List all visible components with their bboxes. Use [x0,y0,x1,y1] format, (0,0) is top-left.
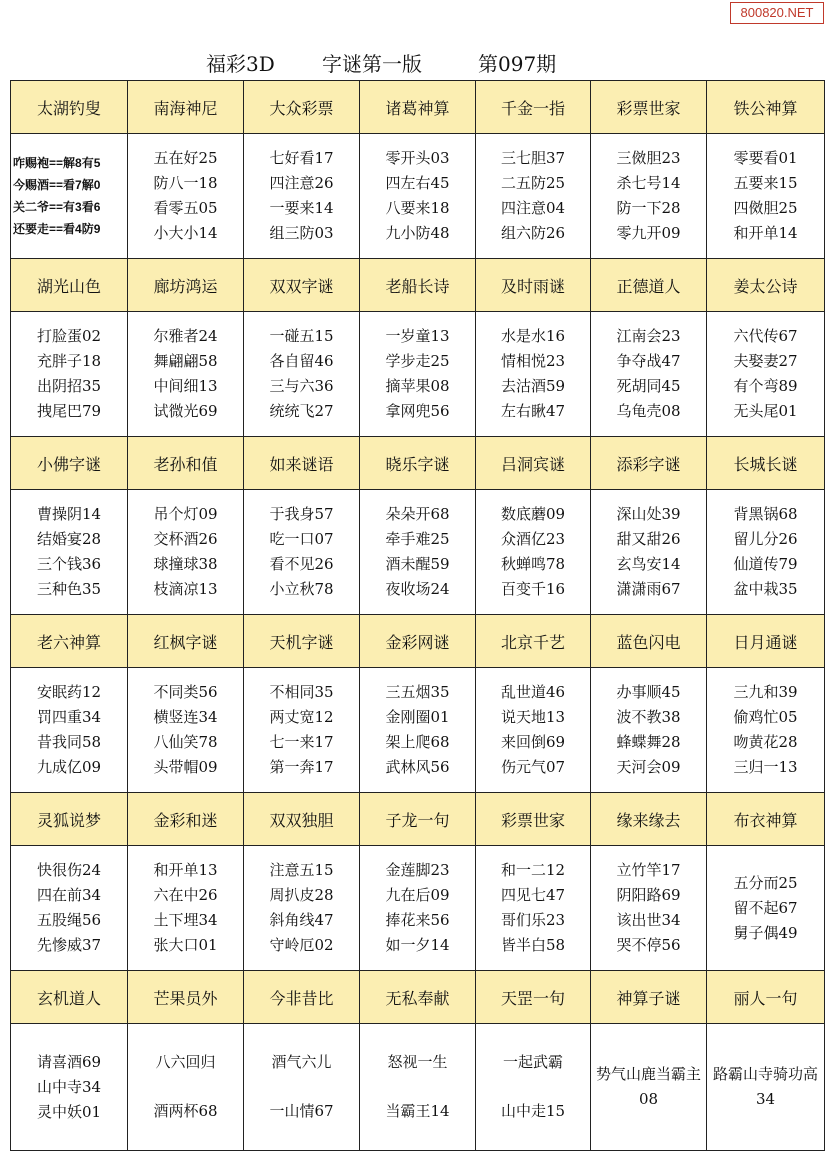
riddle-line: 乱世道46 [500,683,566,701]
riddle-line: 朵朵开68 [385,505,450,523]
title-lottery: 福彩3D [206,52,275,76]
riddle-cell [11,846,128,971]
riddle-cell [128,1024,244,1151]
expert-name-cell: 诸葛神算 [360,81,476,134]
expert-name-cell: 长城长谜 [707,437,825,490]
riddle-row [11,490,825,615]
riddle-line: 乌龟壳08 [616,402,681,420]
riddle-line: 架上爬68 [385,733,450,751]
riddle-line: 和开单13 [153,861,218,879]
riddle-line: 天河会09 [616,758,681,776]
riddle-line: 牵手难25 [385,530,450,548]
header-row [11,81,825,134]
riddle-line: 吻黄花28 [733,733,798,751]
riddle-line: 看零五05 [153,199,218,217]
riddle-line: 秋蝉鸣78 [500,555,566,573]
riddle-line: 先惨威37 [36,936,102,954]
header-row [11,971,825,1024]
riddle-line: 三种色35 [36,580,102,598]
expert-name-cell: 布衣神算 [707,793,825,846]
riddle-line: 该出世34 [616,911,681,929]
riddle-line: 金刚圈01 [385,708,450,726]
expert-name-cell: 北京千艺 [476,615,591,668]
riddle-line: 七一来17 [269,733,334,751]
riddle-line: 背黑锅68 [733,505,798,523]
riddle-row [11,312,825,437]
expert-name-cell: 天罡一句 [476,971,591,1024]
riddle-line: 头带帽09 [153,758,218,776]
riddle-line: 情相悦23 [500,352,566,370]
riddle-line: 有个弯89 [733,377,798,395]
riddle-line: 酒气六儿 [271,1053,332,1071]
expert-name-cell: 红枫字谜 [128,615,244,668]
header-row [11,437,825,490]
riddle-line: 八要来18 [385,199,450,217]
expert-name-cell: 太湖钓叟 [11,81,128,134]
expert-name-cell: 老孙和值 [128,437,244,490]
riddle-line: 防八一18 [153,174,218,192]
riddle-cell [707,134,825,259]
riddle-line: 三与六36 [269,377,334,395]
riddle-line: 不相同35 [269,683,334,701]
riddle-line: 舞翩翩58 [153,352,218,370]
riddle-line: 办事顺45 [616,683,681,701]
riddle-line: 两丈宽12 [269,708,334,726]
riddle-line: 交杯酒26 [153,530,218,548]
riddle-line: 八仙笑78 [153,733,218,751]
riddle-line: 山中寺34 [36,1077,102,1096]
riddle-line: 舅子偶49 [733,923,798,942]
riddle-line: 当霸王14 [385,1102,450,1120]
riddle-line: 张大口01 [153,936,218,954]
riddle-line: 金莲脚23 [385,861,450,879]
riddle-line: 来回倒69 [500,733,566,751]
expert-name-cell: 彩票世家 [591,81,707,134]
expert-name-cell: 双双字谜 [244,259,360,312]
header-row [11,259,825,312]
riddle-line: 零要看01 [733,149,798,167]
riddle-cell [591,668,707,793]
title-name: 字谜第一版 [322,52,422,76]
riddle-line: 一碰五15 [269,327,334,345]
riddle-line: 五分而25 [733,873,798,892]
riddle-line: 潇潇雨67 [616,580,681,598]
riddle-line: 还要走==看4防9 [13,222,101,236]
riddle-line: 四注意26 [269,174,334,192]
expert-name-cell: 老船长诗 [360,259,476,312]
expert-name-cell: 千金一指 [476,81,591,134]
riddle-line: 今赐酒==看7解0 [13,178,101,192]
riddle-line: 三九和39 [733,683,798,701]
riddle-line: 三五烟35 [385,683,450,701]
expert-name-cell: 丽人一句 [707,971,825,1024]
expert-name-cell: 日月通谜 [707,615,825,668]
riddle-line: 深山处39 [616,505,681,523]
riddle-line: 水是水16 [500,327,566,345]
riddle-line: 防一下28 [616,199,681,217]
riddle-line: 四注意04 [500,199,566,217]
riddle-cell [707,668,825,793]
riddle-line: 充胖子18 [36,352,102,370]
expert-name-cell: 双双独胆 [244,793,360,846]
riddle-cell [128,668,244,793]
expert-name-cell: 灵狐说梦 [11,793,128,846]
riddle-line: 结婚宴28 [36,530,102,548]
riddle-line: 摘苹果08 [385,377,450,395]
riddle-line: 夫娶妻27 [733,352,798,370]
riddle-line: 势气山鹿当霸主08 [595,1065,701,1108]
riddle-line: 四在前34 [36,886,102,904]
riddle-cell [128,312,244,437]
expert-name-cell: 老六神算 [11,615,128,668]
riddle-cell [707,846,825,971]
riddle-cell [360,312,476,437]
riddle-line: 试微光69 [153,402,218,420]
riddle-line: 无头尾01 [733,402,798,420]
riddle-line: 关二爷==有3看6 [13,200,101,214]
riddle-line: 争夺战47 [616,352,681,370]
riddle-line: 三归一13 [733,758,798,776]
expert-name-cell: 缘来缘去 [591,793,707,846]
riddle-cell [476,134,591,259]
riddle-line: 数底蘑09 [500,505,566,523]
expert-name-cell: 蓝色闪电 [591,615,707,668]
riddle-line: 守岭厄02 [269,936,334,954]
riddle-line: 出阴招35 [36,377,102,395]
riddle-line: 拿网兜56 [385,402,450,420]
riddle-line: 杀七号14 [616,174,681,192]
riddle-line: 拽尾巴79 [36,402,102,420]
riddle-line: 组六防26 [500,224,566,242]
riddle-line: 学步走25 [385,352,450,370]
riddle-line: 说天地13 [500,708,566,726]
riddle-line: 枝滴凉13 [153,580,218,598]
riddle-line: 尔雅者24 [153,327,218,345]
riddle-line: 小立秋78 [269,580,334,598]
riddle-cell [476,1024,591,1151]
riddle-line: 武林风56 [385,758,450,776]
riddle-line: 仙道传79 [733,555,798,573]
riddle-cell [360,846,476,971]
expert-name-cell: 今非昔比 [244,971,360,1024]
riddle-line: 四左右45 [385,174,450,192]
riddle-line: 五要来15 [733,174,798,192]
riddle-line: 于我身57 [269,505,334,523]
riddle-line: 五股绳56 [36,911,102,929]
riddle-cell [591,1024,707,1151]
expert-name-cell: 正德道人 [591,259,707,312]
riddle-line: 怒视一生 [387,1053,448,1071]
expert-name-cell: 金彩网谜 [360,615,476,668]
riddle-line: 一要来14 [269,199,334,217]
expert-name-cell: 廊坊鸿运 [128,259,244,312]
riddle-row [11,134,825,259]
riddle-row [11,668,825,793]
riddle-line: 九小防48 [385,224,450,242]
riddle-line: 一山情67 [269,1102,334,1120]
riddle-line: 江南会23 [616,327,681,345]
riddle-line: 盆中栽35 [733,580,798,598]
riddle-cell [11,1024,128,1151]
riddle-line: 六代传67 [733,327,798,345]
riddle-line: 偷鸡忙05 [733,708,798,726]
riddle-table-body [11,81,825,1151]
riddle-line: 一岁童13 [385,327,450,345]
riddle-line: 灵中妖01 [36,1102,102,1121]
expert-name-cell: 大众彩票 [244,81,360,134]
riddle-line: 八六回归 [155,1053,216,1071]
riddle-cell [244,1024,360,1151]
riddle-line: 横竖连34 [153,708,218,726]
riddle-cell [360,668,476,793]
page-title [0,48,827,74]
expert-name-cell: 金彩和迷 [128,793,244,846]
riddle-cell [128,134,244,259]
expert-name-cell: 吕洞宾谜 [476,437,591,490]
riddle-line: 安眠药12 [36,683,102,701]
riddle-line: 各自留46 [269,352,334,370]
riddle-cell [244,312,360,437]
riddle-line: 留不起67 [733,898,798,917]
riddle-cell [591,134,707,259]
expert-name-cell: 天机字谜 [244,615,360,668]
expert-name-cell: 姜太公诗 [707,259,825,312]
riddle-cell [128,846,244,971]
riddle-line: 留儿分26 [733,530,798,548]
riddle-cell [244,490,360,615]
header-row [11,615,825,668]
expert-name-cell: 子龙一句 [360,793,476,846]
riddle-cell [476,490,591,615]
riddle-line: 三七胆37 [500,149,566,167]
riddle-cell [11,312,128,437]
riddle-cell [11,134,128,259]
riddle-line: 曹操阴14 [36,505,102,523]
riddle-line: 一起武霸 [502,1053,563,1071]
riddle-row [11,846,825,971]
riddle-line: 甜又甜26 [616,530,681,548]
riddle-line: 酒两杯68 [153,1102,218,1120]
riddle-line: 七好看17 [269,149,334,167]
riddle-cell [476,312,591,437]
riddle-line: 罚四重34 [36,708,102,726]
expert-name-cell: 南海神尼 [128,81,244,134]
expert-name-cell: 小佛字谜 [11,437,128,490]
expert-name-cell: 湖光山色 [11,259,128,312]
riddle-line: 波不教38 [616,708,681,726]
header-row [11,793,825,846]
riddle-line: 四傚胆25 [733,199,798,217]
riddle-cell [476,846,591,971]
riddle-line: 路霸山寺骑功高34 [712,1065,818,1108]
riddle-line: 四见七47 [500,886,566,904]
riddle-line: 快很伤24 [36,861,102,879]
riddle-line: 夜收场24 [385,580,450,598]
expert-name-cell: 添彩字谜 [591,437,707,490]
riddle-cell [591,312,707,437]
riddle-cell [360,490,476,615]
riddle-line: 请喜酒69 [36,1052,102,1071]
riddle-line: 零开头03 [385,149,450,167]
riddle-line: 第一奔17 [269,758,334,776]
riddle-line: 如一夕14 [385,936,450,954]
riddle-cell [244,134,360,259]
riddle-line: 零九开09 [616,224,681,242]
riddle-line: 死胡同45 [616,377,681,395]
riddle-line: 小大小14 [153,224,218,242]
riddle-cell [591,490,707,615]
expert-name-cell: 及时雨谜 [476,259,591,312]
riddle-cell [244,668,360,793]
riddle-cell [476,668,591,793]
riddle-line: 九在后09 [385,886,450,904]
riddle-cell [707,1024,825,1151]
riddle-cell [707,490,825,615]
expert-name-cell: 芒果员外 [128,971,244,1024]
riddle-line: 中间细13 [153,377,218,395]
expert-name-cell: 如来谜语 [244,437,360,490]
riddle-line: 五在好25 [153,149,218,167]
riddle-row [11,1024,825,1151]
riddle-line: 百变千16 [500,580,566,598]
riddle-cell [11,490,128,615]
riddle-line: 六在中26 [153,886,218,904]
riddle-table [10,80,825,1151]
riddle-line: 二五防25 [500,174,566,192]
riddle-line: 不同类56 [153,683,218,701]
riddle-line: 土下埋34 [153,911,218,929]
riddle-line: 伤元气07 [500,758,566,776]
site-watermark: 800820.NET [730,2,824,24]
riddle-line: 酒未醒59 [385,555,450,573]
expert-name-cell: 神算子谜 [591,971,707,1024]
riddle-cell [128,490,244,615]
riddle-line: 去沽酒59 [500,377,566,395]
riddle-line: 和开单14 [733,224,798,242]
riddle-cell [11,668,128,793]
riddle-line: 捧花来56 [385,911,450,929]
riddle-line: 注意五15 [269,861,334,879]
riddle-line: 皆半白58 [500,936,566,954]
title-issue: 第097期 [478,52,557,76]
riddle-cell [707,312,825,437]
riddle-line: 三个钱36 [36,555,102,573]
riddle-line: 组三防03 [269,224,334,242]
riddle-line: 周扒皮28 [269,886,334,904]
riddle-line: 玄鸟安14 [616,555,681,573]
riddle-line: 统统飞27 [269,402,334,420]
riddle-cell [360,134,476,259]
riddle-line: 斜角线47 [269,911,334,929]
riddle-cell [591,846,707,971]
expert-name-cell: 晓乐字谜 [360,437,476,490]
riddle-line: 哥们乐23 [500,911,566,929]
expert-name-cell: 铁公神算 [707,81,825,134]
riddle-line: 咋赐袍==解8有5 [13,156,101,170]
riddle-line: 九成亿09 [36,758,102,776]
riddle-line: 哭不停56 [616,936,681,954]
riddle-line: 和一二12 [500,861,566,879]
riddle-line: 众酒亿23 [500,530,566,548]
riddle-line: 吊个灯09 [153,505,218,523]
riddle-line: 吃一口07 [269,530,334,548]
riddle-line: 左右瞅47 [500,402,566,420]
riddle-line: 打脸蛋02 [36,327,102,345]
riddle-line: 立竹竿17 [616,861,681,879]
expert-name-cell: 玄机道人 [11,971,128,1024]
riddle-line: 球撞球38 [153,555,218,573]
riddle-line: 蜂蝶舞28 [616,733,681,751]
riddle-line: 昔我同58 [36,733,102,751]
expert-name-cell: 彩票世家 [476,793,591,846]
riddle-cell [244,846,360,971]
expert-name-cell: 无私奉献 [360,971,476,1024]
riddle-line: 三傚胆23 [616,149,681,167]
riddle-cell [360,1024,476,1151]
riddle-line: 阴阳路69 [616,886,681,904]
riddle-line: 山中走15 [500,1102,566,1120]
riddle-line: 看不见26 [269,555,334,573]
